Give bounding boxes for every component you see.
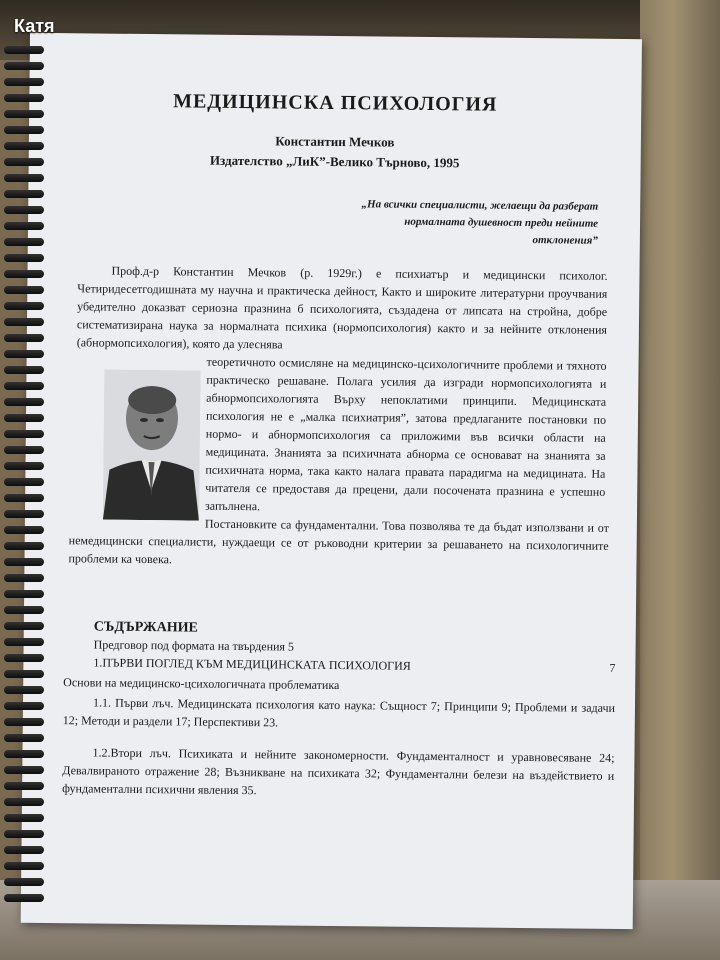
intro-paragraph-2: теоретичното осмисляне на медицинско-цсихологичните проблеми и тяхното практическо решаване. Полага усилия да изгради нормопсихологията и абнормопсихологията Върху непоклатими принципи. Медицинската психология не е „малка психиатрия”, затова предлаганите постановки по нормо- и абнормопсихология са приложими във всички области на медицината. Знанията за психичната абнорма се основават на знанията за психичната норма, така както налага правата парадигма на медицината. На читателя се предоставя да прецени, дали посочената празнина е успешно запълнена. (205, 354, 607, 514)
toc-chapter-title: 1.ПЪРВИ ПОГЛЕД КЪМ МЕДИЦИНСКАТА ПСИХОЛОГИЯ (93, 655, 411, 673)
spiral-coil (4, 734, 44, 742)
spiral-coil (4, 606, 44, 614)
spiral-binding (0, 36, 48, 926)
author-portrait (103, 370, 201, 521)
spiral-coil (4, 414, 44, 422)
spiral-coil (4, 622, 44, 630)
spiral-coil (4, 894, 44, 902)
spiral-coil (4, 702, 44, 710)
book-author: Константин Мечков (275, 133, 395, 150)
spiral-coil (4, 110, 44, 118)
spiral-coil (4, 670, 44, 678)
spiral-coil (4, 718, 44, 726)
spiral-coil (4, 654, 44, 662)
spiral-coil (4, 798, 44, 806)
spiral-coil (4, 830, 44, 838)
spiral-coil (4, 254, 44, 262)
spiral-coil (4, 590, 44, 598)
intro-paragraph-3: Постановките са фундаментални. Това позволява те да бъдат използвани и от немедицински специалисти, нуждаещи се от ръководни критерии за решаването на психологичните проблеми ка човека. (68, 516, 609, 567)
spiral-coil (4, 446, 44, 454)
spiral-coil (4, 46, 44, 54)
spiral-coil (4, 318, 44, 326)
spiral-coil (4, 686, 44, 694)
spiral-coil (4, 478, 44, 486)
spiral-coil (4, 158, 44, 166)
spiral-coil (4, 190, 44, 198)
spiral-coil (4, 814, 44, 822)
spiral-coil (4, 750, 44, 758)
book-page (21, 33, 642, 929)
spiral-coil (4, 334, 44, 342)
intro-paragraph-1: Проф.д-р Константин Мечков (р. 1929г.) е психиатър и медицински психолог. Четиридесетгодишната му научна и практическа дейност, Както и широките литературни проучвания убедително доказват сериозна празнина б психологията, създадена от липсата на стройна, добре систематизирана наука за нормалната психика (нормопсихология) както и за нейните отклонения (абнормопсихология), която да улеснява (76, 263, 608, 352)
spiral-coil (4, 398, 44, 406)
toc-line-1-1: 1.1. Първи лъч. Медицинската психология като наука: Същност 7; Принципи 9; Проблеми и задачи 12; Методи и раздели 17; Перспективи 23. (62, 695, 616, 730)
toc-chapter-page: 7 (609, 660, 616, 675)
spiral-coil (4, 558, 44, 566)
spiral-coil (4, 62, 44, 70)
spiral-coil (4, 846, 44, 854)
toc-line-preface: Предговор под формата на твърдения 5 (93, 637, 295, 654)
epigraph: „На всички специалисти, желаещи да разберат нормалната душевност преди нейните отклонения” (361, 198, 599, 247)
spiral-coil (4, 366, 44, 374)
spiral-coil (4, 126, 44, 134)
overlay-label: Катя (14, 16, 55, 36)
toc-line-subtitle: Основи на медицинско-цсихологичната проблематика (63, 675, 340, 693)
spiral-coil (4, 174, 44, 182)
spiral-coil (4, 94, 44, 102)
toc-heading: СЪДЪРЖАНИЕ (93, 619, 198, 636)
spiral-coil (4, 510, 44, 518)
spiral-coil (4, 574, 44, 582)
spiral-coil (4, 382, 44, 390)
spiral-coil (4, 350, 44, 358)
spiral-coil (4, 206, 44, 214)
spiral-coil (4, 238, 44, 246)
spiral-coil (4, 878, 44, 886)
book-title: МЕДИЦИНСКА ПСИХОЛОГИЯ (173, 90, 498, 116)
spiral-coil (4, 270, 44, 278)
spiral-coil (4, 462, 44, 470)
spiral-coil (4, 766, 44, 774)
toc-line-1-2: 1.2.Втори лъч. Психиката и нейните закономерности. Фундаменталност и уравновесяване 24; Девалвираното отражение 28; Възникване на психиката 32; Фундаментални белези на въздействието и фундаментални психични явления 35. (62, 745, 615, 798)
spiral-coil (4, 782, 44, 790)
spiral-coil (4, 526, 44, 534)
spiral-coil (4, 286, 44, 294)
spiral-coil (4, 142, 44, 150)
spiral-coil (4, 78, 44, 86)
spiral-coil (4, 542, 44, 550)
spiral-coil (4, 430, 44, 438)
spiral-coil (4, 302, 44, 310)
spiral-coil (4, 494, 44, 502)
spiral-coil (4, 862, 44, 870)
spiral-coil (4, 222, 44, 230)
background-table (640, 0, 720, 960)
spiral-coil (4, 638, 44, 646)
book-publisher: Издателство „ЛиК”-Велико Търново, 1995 (209, 152, 460, 171)
